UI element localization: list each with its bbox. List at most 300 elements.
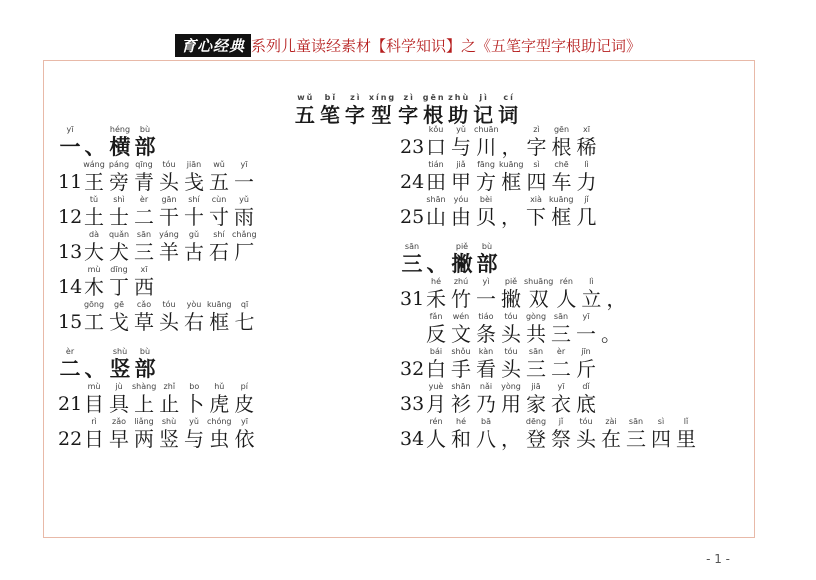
hanzi: 在	[601, 427, 621, 451]
ruby-unit	[132, 229, 156, 264]
pinyin: kǒu	[428, 125, 444, 134]
mnemonic-line	[58, 229, 398, 264]
ruby-unit	[474, 416, 498, 451]
pinyin: yī	[241, 417, 248, 426]
line-number: 23	[400, 136, 425, 158]
line-number: 25	[400, 206, 425, 228]
pinyin: lǐ	[683, 417, 689, 426]
pinyin: bǐ	[324, 93, 338, 102]
ruby-unit	[422, 92, 446, 127]
ruby-unit	[575, 194, 599, 229]
hanzi: 皮	[234, 392, 255, 416]
mnemonic-line	[400, 416, 740, 451]
hanzi: 撇	[501, 287, 521, 311]
hanzi: 一	[59, 134, 81, 159]
pinyin: yòng	[501, 382, 521, 391]
ruby-unit	[132, 264, 156, 299]
hanzi: ，	[501, 135, 522, 159]
ruby-unit	[232, 381, 256, 416]
ruby-unit	[450, 241, 474, 276]
pinyin: bèi	[479, 195, 493, 204]
hanzi: 助	[448, 103, 471, 127]
ruby-unit	[524, 311, 548, 346]
ruby-unit	[449, 276, 473, 311]
hanzi: 羊	[159, 240, 179, 264]
hanzi: 与	[184, 427, 204, 451]
hanzi: 木	[84, 275, 104, 299]
hanzi: 一	[576, 322, 596, 346]
ruby-unit	[574, 311, 598, 346]
hanzi: 词	[498, 103, 521, 127]
pinyin: jīn	[581, 347, 591, 356]
ruby-unit	[207, 229, 231, 264]
ruby-unit	[579, 276, 603, 311]
ruby-unit	[524, 276, 553, 311]
hanzi: 字	[526, 135, 547, 159]
mnemonic-line	[58, 264, 398, 299]
ruby-unit	[182, 381, 206, 416]
pinyin: kuāng	[549, 195, 574, 204]
hanzi: 日	[84, 427, 104, 451]
section-gap	[58, 334, 398, 346]
ruby-unit	[674, 416, 698, 451]
hanzi: 部	[134, 134, 156, 159]
pinyin: jù	[115, 382, 123, 391]
pinyin: èr	[139, 195, 149, 204]
hanzi: 部	[476, 251, 498, 276]
pinyin: shì	[113, 195, 125, 204]
ruby-unit	[424, 381, 448, 416]
pinyin: gǔ	[188, 230, 200, 239]
ruby-unit	[132, 159, 156, 194]
hanzi: 禾	[426, 287, 446, 311]
hanzi: 甲	[451, 170, 471, 194]
hanzi: 月	[426, 392, 446, 416]
hanzi: 犬	[109, 240, 129, 264]
pinyin: kuāng	[499, 160, 524, 169]
ruby-unit	[107, 229, 131, 264]
pinyin: shù	[161, 417, 177, 426]
ruby-unit	[474, 194, 498, 229]
ruby-unit	[182, 159, 206, 194]
pinyin: nǎi	[479, 382, 493, 391]
pinyin: dīng	[110, 265, 128, 274]
ruby-unit	[157, 381, 181, 416]
pinyin: pí	[240, 382, 248, 391]
ruby-unit	[182, 229, 206, 264]
pinyin: dà	[89, 230, 99, 239]
mnemonic-line	[58, 159, 398, 194]
hanzi: 与	[451, 135, 471, 159]
hanzi: 竖	[159, 427, 179, 451]
ruby-unit	[525, 124, 549, 159]
mnemonic-line	[400, 194, 740, 229]
left-column	[58, 124, 398, 451]
pinyin: rén	[429, 417, 443, 426]
pinyin: yǔ	[189, 417, 199, 426]
ruby-unit	[107, 159, 131, 194]
mnemonic-line	[400, 124, 740, 159]
ruby-unit	[474, 124, 499, 159]
ruby-unit	[108, 346, 132, 381]
ruby-unit	[474, 311, 498, 346]
ruby-unit	[133, 346, 157, 381]
pinyin: yī	[240, 160, 248, 169]
hanzi: 手	[451, 357, 471, 381]
hanzi: 记	[473, 103, 496, 127]
hanzi: 虎	[209, 392, 230, 416]
pinyin: shǒu	[451, 347, 471, 356]
pinyin: shān	[426, 195, 446, 204]
ruby-unit	[549, 381, 573, 416]
ruby-unit	[424, 416, 448, 451]
ruby-unit	[474, 159, 498, 194]
line-number: 13	[58, 241, 83, 263]
line-number: 12	[58, 206, 83, 228]
hanzi: 戋	[184, 170, 204, 194]
mnemonic-line	[58, 381, 398, 416]
pinyin: hé	[456, 417, 466, 426]
pinyin: piě	[455, 242, 469, 251]
pinyin: xià	[530, 195, 542, 204]
pinyin: tǔ	[89, 195, 99, 204]
hanzi: ，	[501, 427, 521, 451]
pinyin: èr	[65, 347, 75, 356]
ruby-unit	[574, 416, 598, 451]
pinyin: dǐ	[582, 382, 590, 391]
ruby-unit	[207, 299, 232, 334]
ruby-unit	[82, 381, 106, 416]
ruby-unit	[500, 124, 524, 159]
pinyin: yī	[66, 125, 74, 134]
pinyin: rì	[91, 417, 97, 426]
ruby-unit	[474, 381, 498, 416]
hanzi: 草	[134, 310, 154, 334]
hanzi: 田	[426, 170, 446, 194]
pinyin: bo	[189, 382, 200, 391]
ruby-unit	[82, 159, 106, 194]
pinyin: sì	[533, 160, 540, 169]
pinyin: chē	[554, 160, 569, 169]
ruby-unit	[575, 159, 599, 194]
hanzi: 一	[234, 170, 254, 194]
hanzi: 人	[556, 287, 577, 311]
line-number: 32	[400, 358, 425, 380]
ruby-unit	[400, 241, 424, 276]
hanzi: 根	[423, 103, 446, 127]
pinyin: qīng	[135, 160, 153, 169]
pinyin: tóu	[162, 300, 176, 309]
mnemonic-line	[58, 416, 398, 451]
line-number: 24	[400, 171, 425, 193]
ruby-unit	[133, 124, 157, 159]
pinyin: cǎo	[136, 300, 152, 309]
ruby-unit	[107, 299, 131, 334]
ruby-unit	[550, 159, 574, 194]
ruby-unit	[82, 194, 106, 229]
ruby-unit	[554, 276, 578, 311]
ruby-unit	[107, 416, 131, 451]
pinyin: shuāng	[524, 277, 554, 286]
pinyin: zài	[605, 417, 617, 426]
hanzi: 止	[159, 392, 180, 416]
line-number: 11	[58, 171, 83, 193]
hanzi: 登	[526, 427, 546, 451]
pinyin: hé	[431, 277, 441, 286]
hanzi: 文	[451, 322, 471, 346]
hanzi: 框	[551, 205, 572, 229]
hanzi: ，	[606, 287, 627, 311]
hanzi: 车	[551, 170, 572, 194]
pinyin: yáng	[159, 230, 179, 239]
pinyin: shàng	[132, 382, 157, 391]
pinyin: chuān	[474, 125, 499, 134]
hanzi: 旁	[109, 170, 129, 194]
hanzi: 十	[184, 205, 204, 229]
hanzi: 部	[134, 356, 156, 381]
pinyin: sān	[404, 242, 420, 251]
ruby-unit	[649, 416, 673, 451]
pinyin: kuāng	[207, 300, 232, 309]
pinyin: sì	[657, 417, 665, 426]
hanzi: 头	[576, 427, 596, 451]
mnemonic-line	[58, 194, 398, 229]
hanzi: 、	[84, 134, 106, 159]
ruby-unit	[157, 194, 181, 229]
hanzi: 三	[134, 240, 154, 264]
ruby-unit	[550, 124, 574, 159]
ruby-unit	[449, 311, 473, 346]
section-heading	[58, 346, 398, 381]
ruby-unit	[599, 311, 623, 346]
ruby-unit	[424, 124, 448, 159]
hanzi: 干	[159, 205, 179, 229]
pinyin: yǔ	[239, 195, 249, 204]
pinyin: fāng	[477, 160, 495, 169]
hanzi: 三	[551, 322, 571, 346]
pinyin: jiā	[531, 382, 541, 391]
ruby-unit	[132, 299, 156, 334]
mnemonic-line	[400, 276, 740, 311]
pinyin: kàn	[478, 347, 494, 356]
hanzi: 工	[84, 310, 104, 334]
pinyin: tiáo	[478, 312, 494, 321]
ruby-unit	[107, 264, 131, 299]
line-number: 14	[58, 276, 83, 298]
pinyin: cùn	[211, 195, 227, 204]
pinyin: zǎo	[112, 417, 126, 426]
hanzi: 四	[651, 427, 671, 451]
mnemonic-line	[400, 346, 740, 381]
hanzi: 三	[401, 251, 423, 276]
pinyin: wáng	[83, 160, 105, 169]
hanzi: 和	[451, 427, 471, 451]
hanzi: 士	[109, 205, 129, 229]
pinyin: tián	[428, 160, 444, 169]
ruby-unit	[207, 194, 231, 229]
hanzi: 立	[581, 287, 602, 311]
pinyin: shān	[451, 382, 471, 391]
pinyin: xī	[140, 265, 148, 274]
hanzi: 五	[209, 170, 229, 194]
ruby-unit	[82, 299, 106, 334]
hanzi: 看	[476, 357, 496, 381]
ruby-unit	[472, 92, 496, 127]
ruby-unit	[424, 276, 448, 311]
ruby-unit	[83, 124, 107, 159]
ruby-unit	[599, 416, 623, 451]
pinyin: mù	[87, 265, 101, 274]
hanzi: 石	[209, 240, 229, 264]
ruby-unit	[294, 92, 318, 127]
pinyin: quǎn	[108, 230, 130, 239]
pinyin: qī	[240, 300, 249, 309]
pinyin: lì	[584, 160, 589, 169]
hanzi: 三	[626, 427, 646, 451]
hanzi: 、	[84, 356, 106, 381]
ruby-unit	[499, 346, 523, 381]
ruby-unit	[549, 194, 574, 229]
pinyin: jiǎ	[456, 160, 466, 169]
section-heading	[58, 124, 398, 159]
pinyin: liǎng	[134, 417, 154, 426]
hanzi: 古	[184, 240, 204, 264]
ruby-unit	[182, 299, 206, 334]
pinyin: zì	[350, 93, 362, 102]
ruby-unit	[233, 416, 257, 451]
hanzi: 口	[426, 135, 446, 159]
hanzi: 王	[84, 170, 104, 194]
hanzi: 根	[551, 135, 572, 159]
line-number: 21	[58, 393, 83, 415]
hanzi: 共	[526, 322, 546, 346]
mnemonic-line	[400, 159, 740, 194]
ruby-unit	[182, 416, 206, 451]
pinyin: bù	[481, 242, 493, 251]
ruby-unit	[369, 92, 396, 127]
ruby-unit	[424, 346, 448, 381]
ruby-unit	[233, 299, 257, 334]
hanzi: 山	[426, 205, 446, 229]
header-banner	[0, 34, 816, 57]
pinyin: piě	[504, 277, 518, 286]
ruby-unit	[604, 276, 628, 311]
ruby-unit	[107, 381, 131, 416]
hanzi: 卜	[184, 392, 205, 416]
ruby-unit	[447, 92, 471, 127]
section-gap	[400, 229, 740, 241]
series-title: 系列儿童读经素材【科学知识】之《五笔字型字根助记词》	[251, 37, 642, 55]
ruby-unit	[499, 159, 524, 194]
hanzi: 二	[134, 205, 154, 229]
hanzi: 家	[526, 392, 546, 416]
pinyin: xíng	[368, 93, 397, 102]
ruby-unit	[58, 346, 82, 381]
pinyin: yuè	[428, 382, 444, 391]
hanzi: 土	[84, 205, 104, 229]
hanzi: 虫	[209, 427, 230, 451]
pinyin: yǔ	[456, 125, 466, 134]
hanzi: 具	[109, 392, 129, 416]
pinyin: sān	[628, 417, 644, 426]
ruby-unit	[575, 124, 599, 159]
pinyin: gē	[114, 300, 124, 309]
pinyin: hǔ	[214, 382, 225, 391]
ruby-unit	[549, 346, 573, 381]
pinyin: yì	[482, 277, 490, 286]
ruby-unit	[82, 416, 106, 451]
ruby-unit	[157, 416, 181, 451]
hanzi: 头	[159, 310, 179, 334]
ruby-unit	[207, 381, 231, 416]
hanzi: 雨	[234, 205, 254, 229]
hanzi: 三	[526, 357, 546, 381]
brand-logo: 育心经典	[175, 34, 251, 57]
mnemonic-line	[400, 381, 740, 416]
pinyin: sān	[136, 230, 152, 239]
ruby-unit	[449, 416, 473, 451]
hanzi: 二	[551, 357, 571, 381]
ruby-unit	[132, 381, 156, 416]
hanzi: 字	[344, 103, 367, 127]
hanzi: 上	[134, 392, 155, 416]
hanzi: 右	[184, 310, 204, 334]
line-number: 31	[400, 288, 425, 310]
hanzi: 由	[451, 205, 471, 229]
hanzi: 戈	[109, 310, 129, 334]
pinyin: xī	[583, 125, 590, 134]
pinyin: shù	[112, 347, 128, 356]
pinyin: héng	[109, 125, 131, 134]
pinyin: tóu	[579, 417, 593, 426]
pinyin: chóng	[207, 417, 232, 426]
pinyin: dēng	[525, 417, 547, 426]
hanzi: 一	[476, 287, 496, 311]
ruby-unit	[182, 194, 206, 229]
pinyin: yī	[582, 312, 590, 321]
ruby-unit	[449, 381, 473, 416]
pinyin: jǐ	[558, 417, 564, 426]
hanzi: ，	[501, 205, 521, 229]
pinyin: jǐ	[584, 195, 589, 204]
ruby-unit	[449, 124, 473, 159]
ruby-unit	[344, 92, 368, 127]
ruby-unit	[132, 416, 156, 451]
pinyin: wǔ	[213, 160, 225, 169]
hanzi: 头	[501, 322, 521, 346]
section-heading	[400, 241, 740, 276]
ruby-unit	[449, 194, 473, 229]
pinyin: páng	[108, 160, 130, 169]
hanzi: 竹	[451, 287, 471, 311]
pinyin: sān	[553, 312, 569, 321]
ruby-unit	[232, 194, 256, 229]
ruby-unit	[83, 346, 107, 381]
hanzi: 衣	[551, 392, 571, 416]
hanzi: 框	[209, 310, 230, 334]
ruby-unit	[474, 276, 498, 311]
ruby-unit	[132, 194, 156, 229]
pinyin: yòu	[186, 300, 202, 309]
ruby-unit	[319, 92, 343, 127]
hanzi: 乃	[476, 392, 496, 416]
pinyin: tóu	[504, 312, 518, 321]
ruby-unit	[524, 416, 548, 451]
pinyin: zì	[533, 125, 540, 134]
hanzi: 型	[371, 103, 394, 127]
ruby-unit	[549, 311, 573, 346]
ruby-unit	[574, 346, 598, 381]
